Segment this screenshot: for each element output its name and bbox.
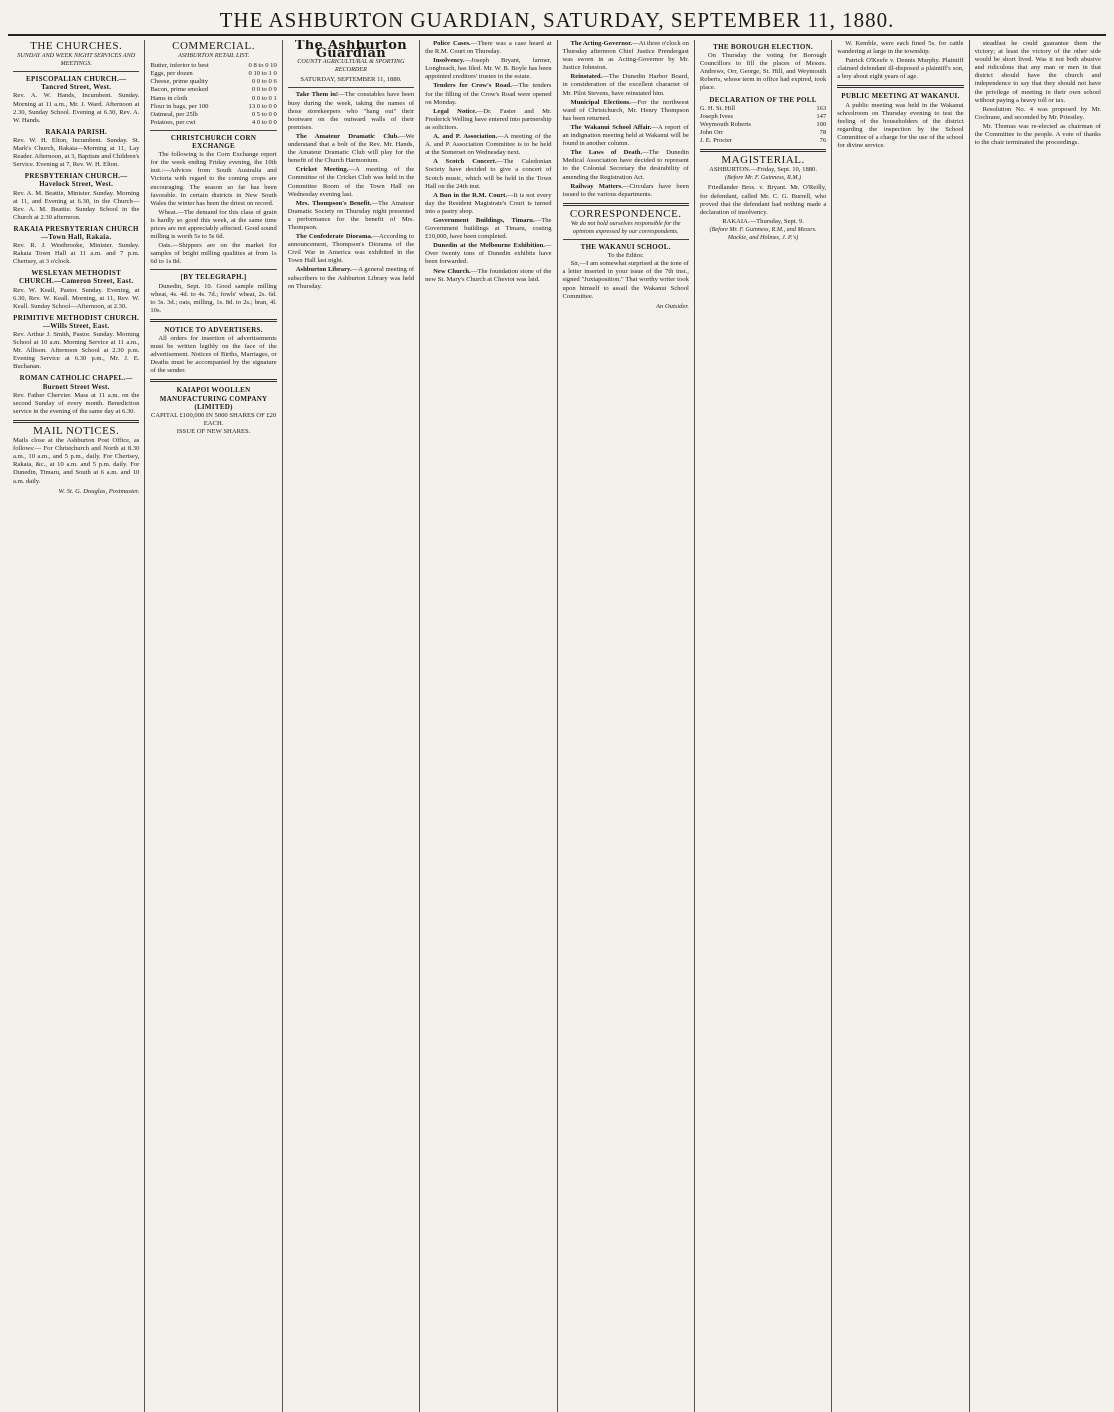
column-churches: [8, 40, 145, 1412]
declaration-title: DECLARATION OF THE POLL: [709, 95, 817, 104]
list-item: Cheese, prime quality 0 0 to 0 6: [150, 78, 277, 86]
rakaia-before: (Before Mr. F. Guinness, R.M., and Messrs. Mackie, and Holmes, J. P.'s): [709, 225, 817, 241]
column-guardian: [283, 40, 420, 1412]
oats-report: Oats.—Shippers are on the market for samples of bright milling qualities at from 1s 6d to 1s 8d.: [150, 242, 277, 266]
church-block: [13, 128, 139, 169]
table-row: G. H. St. Hill 163: [699, 104, 827, 112]
news-item: A Scotch Concert.—The Caledonian Society have decided to give a concert of Scotch music, which will be held in the Town Hall on the 24th inst.: [425, 158, 552, 190]
news-item: Legal Notice.—Dr. Faster and Mr. Frederick Welling have entered into partnership as solicitors.: [425, 107, 552, 131]
divider: [150, 379, 276, 382]
church-block: [13, 75, 139, 125]
church-heading: WESLEYAN METHODIST CHURCH.—Cameron Street, East.: [18, 269, 134, 286]
church-heading: RAKAIA PARISH.: [45, 127, 107, 136]
list-item: Hams in cloth 0 0 to 0 1: [150, 94, 277, 102]
case-text: Patrick O'Keefe v. Dennis Murphy. Plaintiff claimed defendant ill-disposed a plaintiff's son, a boy about eight years of age.: [837, 57, 964, 81]
column-meeting: [832, 40, 969, 1412]
church-body: Rev. W. H. Elton, Incumbent. Sunday. St. Mark's Church, Rakaia—Morning at 11, Lay Reader. Afternoon, at 3, Baptism and Children's Service. Evening at 7, Rev. W. H. Elton.: [13, 136, 140, 169]
column-election: [695, 40, 832, 1412]
commercial-title: COMMERCIAL.: [172, 40, 255, 52]
company-capital: CAPITAL £100,000 IN 5000 SHARES OF £20 EACH.: [150, 411, 277, 427]
church-block: [13, 314, 139, 372]
church-body: Rev. Father Chervier. Mass at 11 a.m. on the second Sunday of every month. Benediction service in the evening of the same day at 6.30.: [13, 391, 140, 415]
divider: [13, 420, 139, 423]
news-item: Railway Matters.—Circulars have been issued to the various departments.: [562, 182, 689, 198]
letter-body: Sir,—I am somewhat surprised at the tone of a letter inserted in your issue of the 7th inst., signed "Juxtaposition." That worthy writer took upon himself to assail the Wakanui School Committee.: [562, 260, 689, 300]
results-table: [700, 105, 826, 145]
case-text: W. Kemble, were each fined 5s. for cattle wandering at large in the township.: [837, 40, 964, 56]
rakaia-date: RAKAIA.—Thursday, Sept. 9.: [722, 217, 804, 225]
table-row: Joseph Ivess 147: [699, 112, 827, 120]
news-item: A Bun in the R.M. Court.—It is not every day the Resident Magistrate's Court is turned into a pastry shop.: [425, 191, 552, 215]
postmaster-signature: W. St. G. Douglas, Postmaster.: [58, 487, 140, 495]
church-heading: PRESBYTERIAN CHURCH.—Havelock Street, West.: [24, 172, 128, 189]
resolution-text: Resolution No. 4 was proposed by Mr. Cochrane, and seconded by Mr. Priestley.: [974, 105, 1101, 121]
table-row: John Orr 78: [699, 128, 827, 136]
list-item: Eggs, per dozen 0 10 to 1 0: [150, 70, 277, 78]
magisterial-body: Friedlander Bros. v. Bryant. Mr. O'Reilly, for defendant, called Mr. C. G. Burrell, who proved that the defendant had nothing made a declaration of insolvency.: [699, 184, 827, 216]
mail-body: Mails close at the Ashburton Post Office, as follows:— For Christchurch and North at 8.30 a.m., 10 a.m., and 5 p.m., daily. For Chertsey, Rakaia, &c., at 10 a.m. and 5 p.m. daily. For Dunedin, Timaru, and South at 6 a.m. and 10 a.m. daily.: [13, 437, 140, 485]
church-body: Rev. R. J. Westbrooke, Minister. Sunday. Rakaia Town Hall at 11 a.m. and 7 p.m. Chertsey, at 3 o'clock.: [13, 242, 140, 266]
news-item: Dunedin at the Melbourne Exhibition.—Over twenty tons of Dunedin exhibits have been forwarded.: [425, 242, 552, 266]
company-title: KAIAPOI WOOLLEN MANUFACTURING COMPANY (LIMITED): [159, 386, 268, 411]
exchange-title: CHRISTCHURCH CORN EXCHANGE: [170, 133, 257, 151]
letter-signature: An Outsider.: [655, 302, 689, 310]
table-row: Weymouth Roberts 100: [699, 120, 827, 128]
news-item: Municipal Elections.—For the northwest ward of Christchurch, Mr. Henry Thompson has been returned.: [562, 98, 689, 122]
news-item: Police Cases.—There was a case heard at the R.M. Court on Thursday.: [425, 40, 552, 56]
news-item: Ashburton Library.—A general meeting of subscribers to the Ashburton Library was held on Thursday.: [287, 266, 415, 290]
magisterial-date: ASHBURTON.—Friday, Sept. 10, 1880.: [709, 166, 817, 174]
guardian-nameplate: The Ashburton Guardian: [294, 40, 408, 62]
news-item: Take Them in!—The constables have been busy during the week, taking the names of those storekeepers who "hang out" their bootware on the outward walls of their premises.: [287, 91, 415, 131]
commercial-subtitle: ASHBURTON RETAIL LIST.: [177, 52, 250, 60]
divider: [563, 239, 689, 240]
church-block: [13, 172, 139, 222]
news-item: A. and P. Association.—A meeting of the A. and P. Association Committee is to be held at the Somerset on Wednesday next.: [425, 133, 552, 157]
column-commercial: [145, 40, 282, 1412]
church-block: [13, 269, 139, 310]
churches-subtitle: SUNDAY AND WEEK NIGHT SERVICES AND MEETINGS.: [17, 52, 136, 68]
church-body: Rev. A. W. Hands, Incumbent. Sunday. Morning at 11 a.m., Mr. J. Ward. Afternoon at 2.30, Sunday School. Evening at 6.30, Rev. A. W. Hands.: [13, 92, 140, 124]
column-news: [420, 40, 557, 1412]
share-issue: ISSUE OF NEW SHARES.: [176, 427, 251, 435]
column-correspondence: [558, 40, 695, 1412]
correspondence-title: CORRESPONDENCE.: [569, 207, 682, 220]
magisterial-before: (Before Mr. F. Guinness, R.M.): [724, 174, 802, 182]
news-item: Reinstated.—The Dunedin Harbor Board, in consideration of the excellent character of Mr. Pilot Stevens, have reinstated him.: [562, 73, 689, 97]
closing-text: Mr. Thomas was re-elected as chairman of the Committee to the people. A vote of thanks to the chair terminated the proceedings.: [974, 122, 1101, 147]
church-body: Rev. W. Keall, Pastor. Sunday. Evening, at 6.30, Rev. W. Keall. Morning, at 11, Rev. W. Keall. Sunday School—Afternoon, at 2.30.: [13, 286, 140, 310]
church-body: Rev. A. M. Beattie, Minister. Sunday. Morning at 11, and Evening at 6.30, in the Church—Rev. A. M. Beattie. Sunday School in the Church at 2.30 afternoon.: [13, 189, 140, 221]
news-item: Mrs. Thompson's Benefit.—The Amateur Dramatic Society on Thursday night presented a performance for the benefit of Mrs. Thompson.: [287, 199, 415, 231]
continuation-body: steadfast he could guarantee them the victory; at least the victory of the other side would be short lived. Was it not both abusive and ridiculous that any man or men in that district should have the church and independence to say that they should not have the privilege of meeting in their own school without paying a heavy toll or tax.: [974, 40, 1101, 104]
news-item: Cricket Meeting.—A meeting of the Committee of the Cricket Club was held in the Committee Room of the Town Hall on Wednesday evening last.: [287, 166, 415, 198]
news-item: The Confederate Diorama.—According to announcement, Thompson's Diorama of the Civil War in America was exhibited in the Town Hall last night.: [287, 233, 415, 265]
wheat-report: Wheat.—The demand for this class of grain is hardly so good this week, at the same time prices are not appreciably affected. Good sound milling is worth 5s to 5s 6d.: [150, 208, 277, 241]
divider: [700, 149, 826, 152]
masthead: THE ASHBURTON GUARDIAN, SATURDAY, SEPTEMBER 11, 1880.: [8, 6, 1106, 36]
divider: [837, 85, 963, 88]
exchange-body: The following is the Corn Exchange report for the week ending Friday evening, the 10th inst.:—Advices from South Australia and Victoria with regard to the coming crops are encouraging. The season so far has been favorable. In certain districts in New South Wales the winter has been the driest on record.: [150, 151, 277, 207]
list-item: Potatoes, per cwt 4 0 to 0 0: [150, 118, 277, 126]
letter-title: THE WAKANUI SCHOOL.: [580, 243, 671, 252]
news-item: The Acting-Governor.—At three o'clock on Thursday afternoon Chief Justice Prendergast was sworn in as Acting-Governor by Mr. Justice Johnston.: [562, 40, 689, 72]
meeting-body: A public meeting was held in the Wakanui schoolroom on Thursday evening to test the feeling of the householders of the district regarding the inspection by the School Committee of a charge for the use of the school for divine service.: [837, 101, 964, 150]
news-item: Insolvency.—Joseph Bryant, farmer, Longbeach, has filed. Mr. W. B. Boyle has been appointed creditors' trustee in the estate.: [425, 57, 552, 81]
divider: [150, 130, 276, 131]
church-heading: ROMAN CATHOLIC CHAPEL.—Burnett Street West.: [19, 374, 133, 391]
magisterial-title: MAGISTERIAL.: [721, 154, 805, 167]
news-item: The Wakanui School Affair.—A report of an indignation meeting held at Wakanui will be found in another column.: [562, 123, 689, 148]
notice-body: All orders for insertion of advertisements must be written legibly on the face of the advertisement. Notices of Births, Marriages, or Deaths must be accompanied by the signature of the sender.: [150, 335, 277, 375]
news-item: Government Buildings, Timaru.—The Government buildings at Timaru, costing £10,000, have been completed.: [425, 216, 552, 241]
divider: [563, 203, 689, 206]
meeting-title: PUBLIC MEETING AT WAKANUI.: [841, 92, 960, 101]
columns: [8, 40, 1106, 1412]
news-item: New Church.—The foundation stone of the new St. Mary's Church at Cheviot was laid.: [425, 267, 552, 283]
column-continuation: [970, 40, 1106, 1412]
church-body: Rev. Arthur J. Smith, Pastor. Sunday. Morning School at 10 a.m. Morning Service at 11 a.m., Mr. Allison. Afternoon School at 2.30 p.m. Evening Service at 6.30 p.m., Mr. J. E. Buchanan.: [13, 331, 140, 371]
list-item: Butter, inferior to best 0 8 to 0 10: [150, 62, 277, 70]
news-item: The Laws of Death.—The Dunedin Medical Association have decided to represent to the Colonial Secretary the desirability of amending the Registration Act.: [562, 149, 689, 181]
news-item: Tenders for Crow's Road.—The tenders for the filling of the Crow's Road were opened on Monday.: [425, 82, 552, 106]
list-item: Oatmeal, per 25lb 0 5 to 0 0: [150, 110, 277, 118]
list-item: Bacon, prime smoked 0 0 to 0 9: [150, 86, 277, 94]
list-item: Flour in bags, per 100 13 0 to 0 0: [150, 102, 277, 110]
divider: [150, 319, 276, 322]
letter-salutation: To the Editor.: [607, 252, 644, 260]
guardian-dateline: SATURDAY, SEPTEMBER 11, 1880.: [300, 76, 402, 84]
correspondence-note: We do not hold ourselves responsible for the opinions expressed by our correspondents.: [570, 219, 681, 235]
price-list: [150, 62, 276, 127]
church-heading: PRIMITIVE METHODIST CHURCH.—Wills Street, East.: [13, 313, 140, 330]
table-row: J. E. Procter 76: [699, 137, 827, 145]
notice-title: NOTICE TO ADVERTISERS.: [164, 325, 263, 334]
divider: [288, 87, 414, 88]
guardian-tagline: COUNTY AGRICULTURAL & SPORTING RECORDER: [297, 58, 405, 74]
telegraph-title: [BY TELEGRAPH.]: [180, 273, 247, 282]
divider: [13, 71, 139, 72]
election-title: THE BOROUGH ELECTION.: [713, 43, 813, 51]
church-block: [13, 225, 139, 266]
churches-title: THE CHURCHES.: [30, 40, 123, 52]
election-body: On Thursday the voting for Borough Councillors to fill the places of Messrs. Andrews, Orr, George, St. Hill, and Weymouth Roberts, whose term in office had expired, took place.: [699, 52, 827, 92]
telegraph-body: Dunedin, Sept. 10. Good sample milling wheat, 4s. 4d. to 4s. 7d.; fowls' wheat, 2s. 6d. to 3s. 3d.; oats, milling, 1s. 8d. to 2s.; bran, 4l. 10s.: [150, 282, 277, 314]
church-heading: EPISCOPALIAN CHURCH.—Tancred Street, West.: [26, 75, 127, 92]
church-block: [13, 374, 139, 415]
divider: [150, 269, 276, 270]
mail-title: MAIL NOTICES.: [33, 424, 120, 437]
news-item: The Amateur Dramatic Club.—We understand that a bolt of the Rev. Mr. Hands, the Amateur Dramatic Club will play for the benefit of the Church Harmonium.: [287, 132, 415, 165]
church-heading: RAKAIA PRESBYTERIAN CHURCH—Town Hall, Rakaia.: [13, 224, 139, 241]
